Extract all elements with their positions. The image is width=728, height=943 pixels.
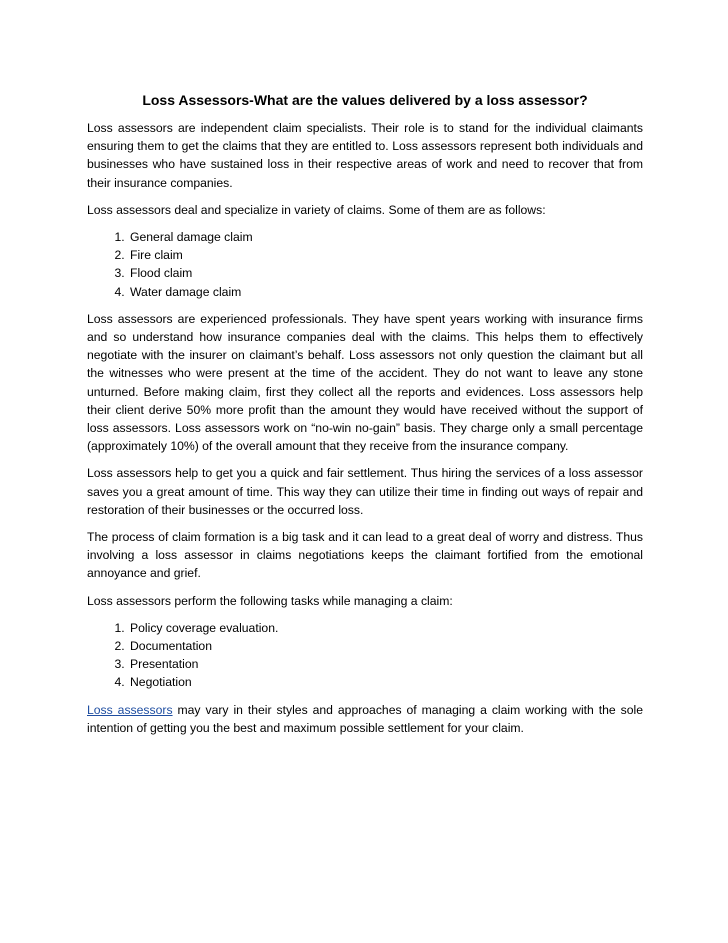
tasks-list (87, 619, 643, 692)
settlement-paragraph: Loss assessors help to get you a quick and fair settlement. Thus hiring the services of a loss assessor saves you a great amount of time. This way they can utilize their time in finding out ways of repair and restoration of their businesses or the occurred loss. (87, 466, 643, 517)
closing-paragraph (87, 701, 643, 737)
claim-types-list (87, 228, 643, 301)
list-item: 2. Documentation (128, 637, 643, 655)
closing-text: may vary in their styles and approaches of managing a claim working with the sole intention of getting you the best and maximum possible settlement for your claim. (87, 702, 644, 735)
tasks-intro-paragraph: Loss assessors perform the following tasks while managing a claim: (87, 593, 453, 608)
list-item: 4. Water damage claim (128, 283, 643, 301)
list-item: 2. Fire claim (128, 246, 643, 264)
list-item: 3. Presentation (128, 655, 643, 673)
claims-intro-paragraph: Loss assessors deal and specialize in variety of claims. Some of them are as follows: (87, 202, 546, 217)
experience-paragraph: Loss assessors are experienced professionals. They have spent years working with insurance firms and so understand how insurance companies deal with the claims. This helps them to effectively negotiate with the insurer on claimant’s behalf. Loss assessors not only question the claimant but all the witnesses who were present at the time of the accident. They do not want to leave any stone unturned. Before making claim, first they collect all the reports and evidences. Loss assessors help their client derive 50% more profit than the amount they would have received without the support of loss assessors. Loss assessors work on “no-win no-gain” basis. They charge only a small percentage (approximately 10%) of the overall amount that they receive from the insurance company. (87, 311, 643, 454)
list-item: 3. Flood claim (128, 264, 643, 282)
claim-process-paragraph: The process of claim formation is a big task and it can lead to a great deal of worry and distress. Thus involving a loss assessor in claims negotiations keeps the claimant fortified from the emotional annoyance and grief. (87, 530, 643, 581)
loss-assessors-link[interactable]: Loss assessors (87, 702, 173, 717)
list-item: 1. Policy coverage evaluation. (128, 619, 643, 637)
list-item: 1. General damage claim (128, 228, 643, 246)
intro-paragraph: Loss assessors are independent claim specialists. Their role is to stand for the individual claimants ensuring them to get the claims that they are entitled to. Loss assessors represent both individuals and businesses who have sustained loss in their respective areas of work and need to recover that from their insurance companies. (87, 121, 643, 190)
document-page (87, 92, 643, 746)
list-item: 4. Negotiation (128, 673, 643, 691)
page-title: Loss Assessors-What are the values delivered by a loss assessor? (142, 92, 588, 108)
